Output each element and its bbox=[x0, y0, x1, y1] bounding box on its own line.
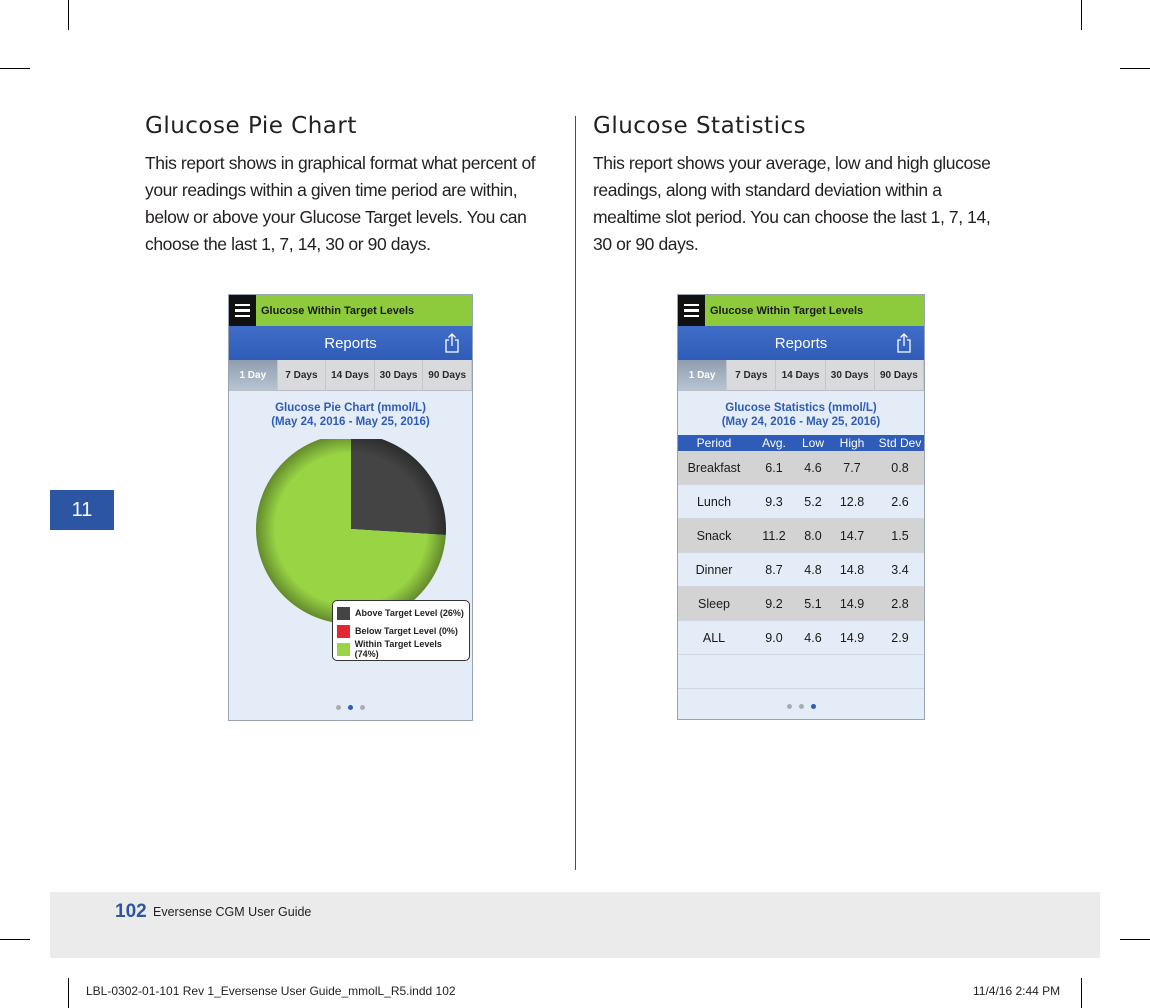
column-divider bbox=[575, 116, 576, 870]
cell-avg: 9.2 bbox=[765, 596, 783, 611]
crop-mark bbox=[1120, 68, 1150, 69]
tab-90-days[interactable]: 90 Days bbox=[423, 360, 472, 390]
tab-7-days[interactable]: 7 Days bbox=[278, 360, 327, 390]
cell-high: 14.9 bbox=[839, 630, 865, 645]
cell-high: 14.9 bbox=[839, 596, 865, 611]
cell-high: 14.8 bbox=[839, 562, 865, 577]
statistics-title-line1: Glucose Statistics (mmol/L) bbox=[725, 402, 877, 414]
crop-mark bbox=[1081, 978, 1082, 1008]
tab-14-days[interactable]: 14 Days bbox=[776, 360, 825, 390]
tab-7-days[interactable]: 7 Days bbox=[727, 360, 776, 390]
cell-low: 4.6 bbox=[804, 630, 822, 645]
cell-avg: 8.7 bbox=[765, 562, 783, 577]
page-number: 102 bbox=[115, 901, 147, 922]
statistics-title bbox=[678, 401, 924, 429]
page-indicator[interactable] bbox=[229, 705, 472, 710]
statistics-table-header bbox=[678, 435, 924, 451]
cell-period: ALL bbox=[702, 630, 726, 645]
share-icon[interactable] bbox=[444, 333, 460, 353]
cell-low: 5.1 bbox=[804, 596, 822, 611]
hamburger-menu-icon[interactable] bbox=[229, 295, 256, 326]
period-tabs bbox=[678, 360, 924, 391]
crop-mark bbox=[1081, 0, 1082, 30]
table-row bbox=[678, 519, 924, 553]
cell-std-dev: 2.6 bbox=[891, 494, 909, 509]
table-row bbox=[678, 621, 924, 655]
cell-high: 14.7 bbox=[839, 528, 865, 543]
legend-item-above bbox=[337, 604, 465, 622]
table-row bbox=[678, 485, 924, 519]
cell-low: 8.0 bbox=[804, 528, 822, 543]
statistics-title-line2: (May 24, 2016 - May 25, 2016) bbox=[721, 416, 881, 428]
page-dot[interactable] bbox=[811, 704, 816, 709]
crop-mark bbox=[68, 978, 69, 1008]
legend-item-within bbox=[337, 640, 465, 658]
cell-period: Lunch bbox=[696, 494, 732, 509]
reports-title: Reports bbox=[324, 334, 377, 352]
pie-chart-title bbox=[229, 401, 472, 429]
cell-std-dev: 2.9 bbox=[891, 630, 909, 645]
header-high: High bbox=[839, 436, 865, 450]
pie-chart-screen bbox=[228, 294, 473, 721]
header-period: Period bbox=[696, 436, 732, 450]
cell-low: 4.6 bbox=[804, 460, 822, 475]
cell-period: Breakfast bbox=[687, 460, 741, 475]
page-dot[interactable] bbox=[348, 705, 353, 710]
pie-chart-section-title: Glucose Pie Chart bbox=[145, 113, 357, 139]
cell-high: 7.7 bbox=[843, 460, 861, 475]
footer-band bbox=[50, 892, 1100, 958]
header-low: Low bbox=[801, 436, 824, 450]
cell-avg: 11.2 bbox=[762, 528, 786, 543]
app-topbar bbox=[229, 295, 472, 326]
statistics-screen bbox=[677, 294, 925, 720]
cell-avg: 9.0 bbox=[765, 630, 783, 645]
legend-swatch-within bbox=[337, 643, 350, 656]
share-icon[interactable] bbox=[896, 333, 912, 353]
legend-label-within: Within Target Levels (74%) bbox=[354, 639, 442, 659]
legend-swatch-above bbox=[337, 607, 350, 620]
print-slug-date: 11/4/16 2:44 PM bbox=[973, 984, 1061, 998]
statistics-section-body: This report shows your average, low and high glucose readings, along with standard deviation within a mealtime slot period. You can choose the last 1, 7, 14, 30 or 90 days. bbox=[593, 153, 991, 254]
page-dot[interactable] bbox=[360, 705, 365, 710]
statistics-table-body bbox=[678, 451, 924, 689]
pie-shading bbox=[256, 439, 446, 624]
hamburger-menu-icon[interactable] bbox=[678, 295, 705, 326]
legend-item-below bbox=[337, 622, 465, 640]
page-indicator[interactable] bbox=[678, 704, 924, 709]
page-dot[interactable] bbox=[336, 705, 341, 710]
guide-name: Eversense CGM User Guide bbox=[153, 905, 312, 919]
tab-90-days[interactable]: 90 Days bbox=[875, 360, 924, 390]
reports-title: Reports bbox=[774, 334, 828, 352]
cell-std-dev: 1.5 bbox=[891, 528, 909, 543]
reports-header bbox=[229, 326, 472, 360]
pie-chart-section-body: This report shows in graphical format what percent of your readings within a given time period are within, below or above your Glucose Target levels. You can choose the last 1, 7, 14, 30 or 90 days. bbox=[145, 153, 536, 254]
cell-std-dev: 3.4 bbox=[891, 562, 909, 577]
cell-period: Snack bbox=[696, 528, 732, 543]
crop-mark bbox=[1120, 939, 1150, 940]
topbar-title: Glucose Within Target Levels bbox=[261, 304, 415, 317]
cell-period: Dinner bbox=[695, 562, 733, 577]
statistics-section-title: Glucose Statistics bbox=[593, 113, 807, 139]
tab-30-days[interactable]: 30 Days bbox=[375, 360, 424, 390]
legend-label-below: Below Target Level (0%) bbox=[355, 626, 458, 636]
app-topbar bbox=[678, 295, 924, 326]
reports-header bbox=[678, 326, 924, 360]
header-avg: Avg. bbox=[762, 436, 786, 450]
pie-legend bbox=[332, 600, 470, 661]
table-row-empty bbox=[678, 655, 924, 689]
pie-chart-title-line1: Glucose Pie Chart (mmol/L) bbox=[275, 402, 426, 414]
cell-period: Sleep bbox=[698, 596, 730, 611]
cell-high: 12.8 bbox=[839, 494, 865, 509]
header-std-dev: Std Dev bbox=[878, 436, 922, 450]
table-row bbox=[678, 587, 924, 621]
cell-avg: 9.3 bbox=[765, 494, 783, 509]
crop-mark bbox=[0, 68, 30, 69]
crop-mark bbox=[68, 0, 69, 30]
tab-1-day[interactable]: 1 Day bbox=[229, 360, 278, 390]
period-tabs bbox=[229, 360, 472, 391]
cell-std-dev: 0.8 bbox=[891, 460, 909, 475]
page-dot[interactable] bbox=[787, 704, 792, 709]
crop-mark bbox=[0, 939, 30, 940]
cell-std-dev: 2.8 bbox=[891, 596, 909, 611]
cell-avg: 6.1 bbox=[765, 460, 783, 475]
tab-30-days[interactable]: 30 Days bbox=[826, 360, 875, 390]
table-row bbox=[678, 553, 924, 587]
cell-low: 4.8 bbox=[804, 562, 822, 577]
pie-chart-title-line2: (May 24, 2016 - May 25, 2016) bbox=[271, 416, 430, 428]
chapter-tab: 11 bbox=[50, 490, 114, 530]
tab-1-day[interactable]: 1 Day bbox=[678, 360, 727, 390]
page-dot[interactable] bbox=[799, 704, 804, 709]
tab-14-days[interactable]: 14 Days bbox=[326, 360, 375, 390]
cell-low: 5.2 bbox=[804, 494, 822, 509]
topbar-title: Glucose Within Target Levels bbox=[710, 304, 864, 317]
legend-swatch-below bbox=[337, 625, 350, 638]
legend-label-above: Above Target Level (26%) bbox=[355, 608, 464, 618]
table-row bbox=[678, 451, 924, 485]
print-slug-file: LBL-0302-01-101 Rev 1_Eversense User Guide_mmolL_R5.indd 102 bbox=[86, 984, 456, 998]
